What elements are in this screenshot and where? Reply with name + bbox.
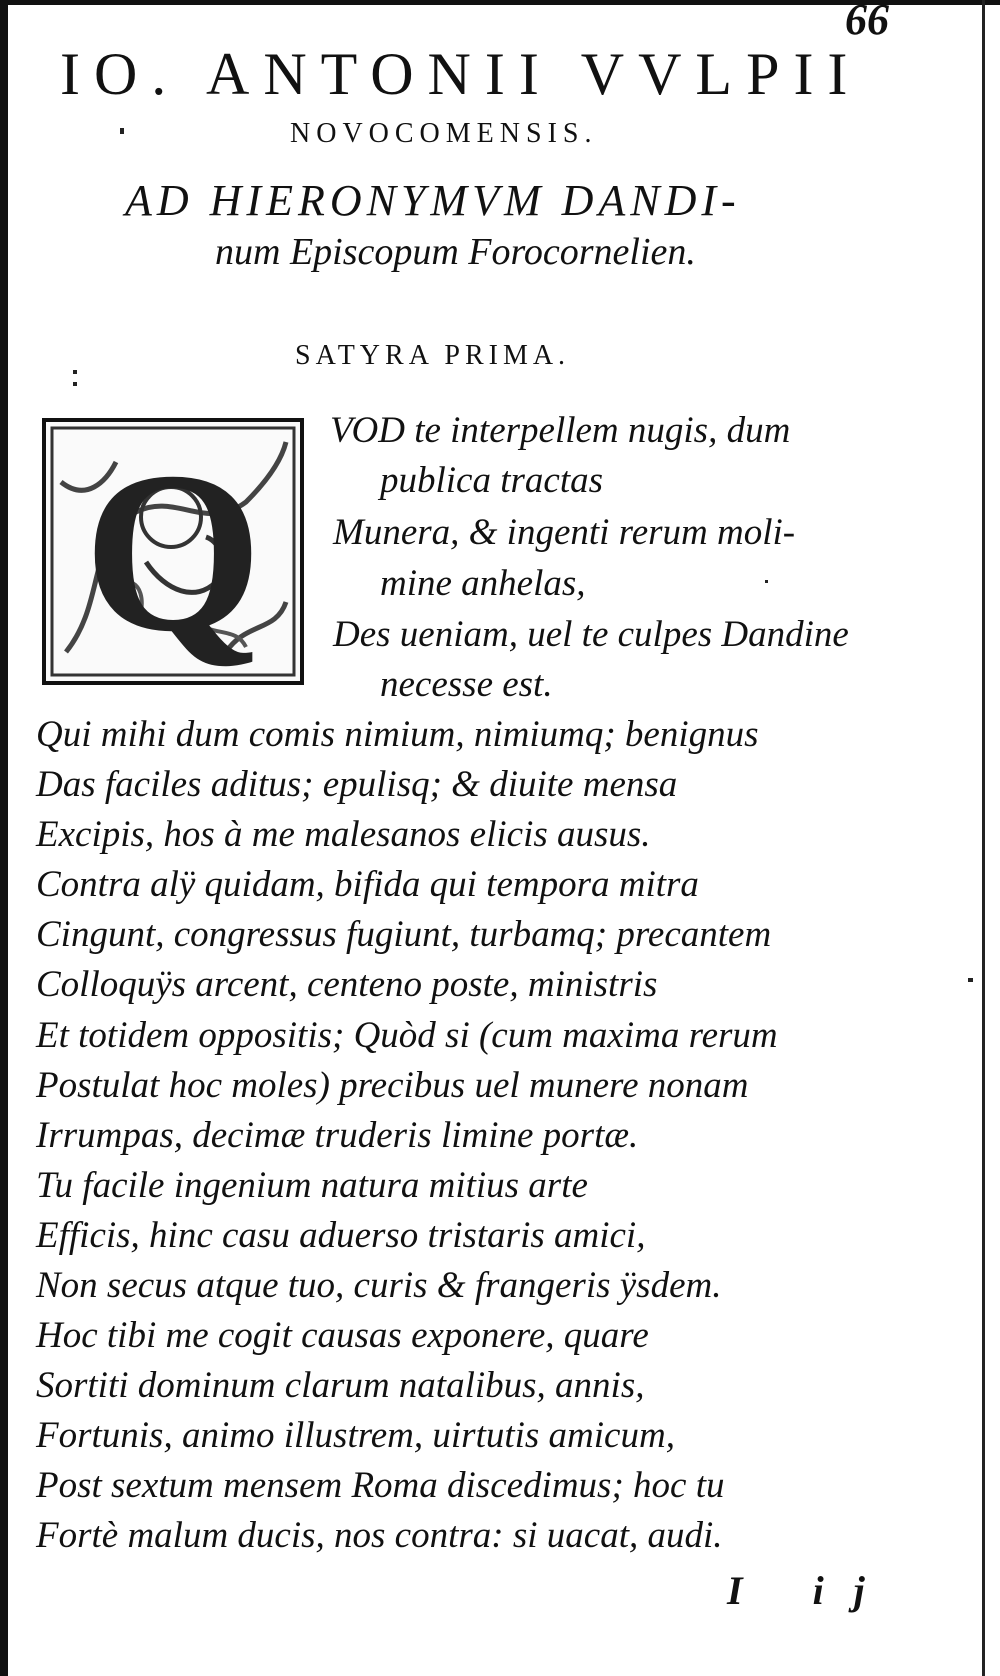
verse-line: Fortunis, animo illustrem, uirtutis amicum, bbox=[36, 1415, 675, 1456]
verse-line: necesse est. bbox=[380, 664, 553, 705]
author-heading: IO. ANTONII VVLPII bbox=[60, 41, 862, 107]
dedication-line-1: AD HIERONYMVM DANDI- bbox=[125, 176, 741, 225]
verse-line: Colloquÿs arcent, centeno poste, ministris bbox=[36, 964, 658, 1005]
signature-mark: I ij bbox=[727, 1568, 895, 1613]
verse-line: Excipis, hos à me malesanos elicis ausus. bbox=[36, 814, 651, 855]
ornamental-initial bbox=[42, 418, 304, 685]
verse-line: Non secus atque tuo, curis & frangeris ÿsdem. bbox=[36, 1265, 722, 1306]
verse-line: Et totidem oppositis; Quòd si (cum maxima rerum bbox=[36, 1015, 778, 1056]
ink-speck bbox=[765, 580, 768, 583]
drop-cap-letter: Q bbox=[83, 424, 263, 679]
verse-line: mine anhelas, bbox=[380, 563, 586, 604]
verse-line: Fortè malum ducis, nos contra: si uacat, audi. bbox=[36, 1515, 723, 1556]
page-number: 66 bbox=[845, 0, 889, 44]
verse-line: publica tractas bbox=[380, 460, 604, 501]
page-frame-right bbox=[982, 0, 985, 1676]
verse-line: Munera, & ingenti rerum moli- bbox=[333, 512, 796, 553]
verse-line: Des ueniam, uel te culpes Dandine bbox=[333, 614, 849, 655]
section-title: SATYRA PRIMA. bbox=[295, 340, 571, 371]
ink-speck bbox=[73, 382, 77, 386]
ink-speck bbox=[120, 128, 124, 134]
verse-line: Contra alÿ quidam, bifida qui tempora mitra bbox=[36, 864, 699, 905]
ink-speck bbox=[968, 978, 973, 982]
verse-line: Das faciles aditus; epulisq; & diuite mensa bbox=[36, 764, 678, 805]
verse-line: Cingunt, congressus fugiunt, turbamq; precantem bbox=[36, 914, 772, 955]
verse-line: Efficis, hinc casu aduerso tristaris amici, bbox=[36, 1215, 646, 1256]
verse-line: Irrumpas, decimæ truderis limine portæ. bbox=[36, 1115, 639, 1156]
verse-line: Qui mihi dum comis nimium, nimiumq; benignus bbox=[36, 714, 759, 755]
verse-line: Sortiti dominum clarum natalibus, annis, bbox=[36, 1365, 645, 1406]
verse-line: VOD te interpellem nugis, dum bbox=[330, 410, 791, 451]
verse-line: Postulat hoc moles) precibus uel munere nonam bbox=[36, 1065, 749, 1106]
verse-line: Post sextum mensem Roma discedimus; hoc tu bbox=[36, 1465, 725, 1506]
dedication-line-2: num Episcopum Forocornelien. bbox=[215, 231, 696, 273]
ink-speck bbox=[73, 370, 77, 374]
verse-line: Hoc tibi me cogit causas exponere, quare bbox=[36, 1315, 649, 1356]
page-frame-left bbox=[0, 0, 8, 1676]
verse-line: Tu facile ingenium natura mitius arte bbox=[36, 1165, 588, 1206]
author-origin: NOVOCOMENSIS. bbox=[290, 118, 598, 149]
